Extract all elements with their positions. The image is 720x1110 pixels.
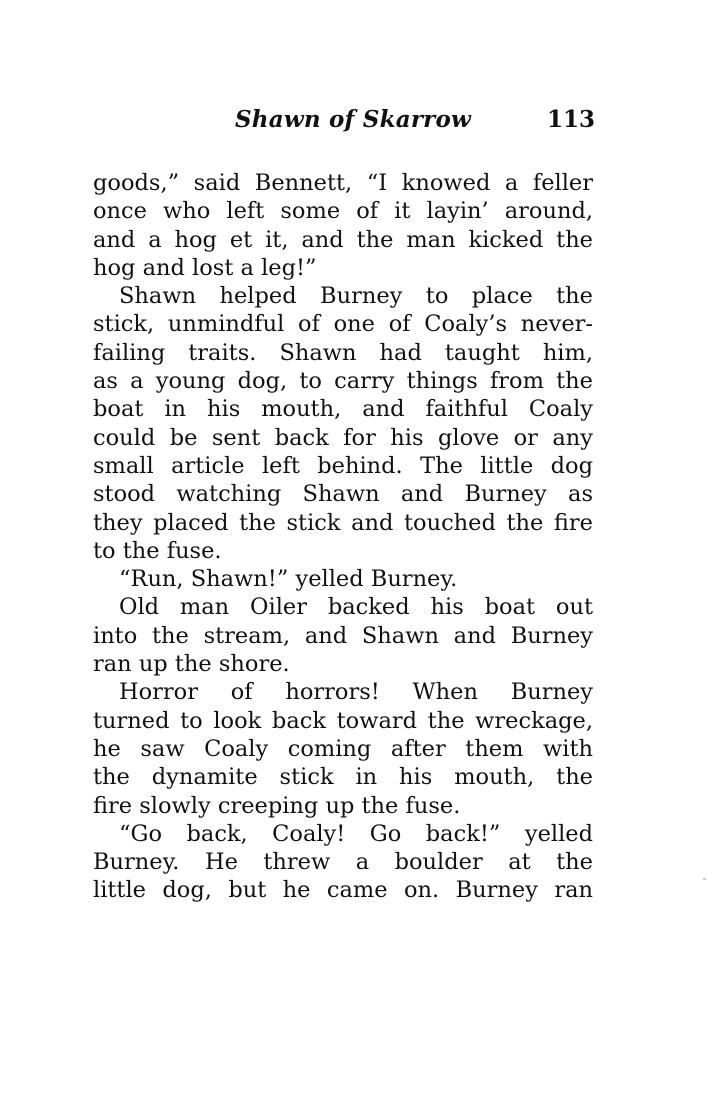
text-line: Horror of horrors! When Burney [119, 679, 593, 706]
text-line: Burney. He threw a boulder at the [93, 849, 593, 876]
text-line: as a young dog, to carry things from the [93, 368, 593, 395]
text-line: he saw Coaly coming after them with [93, 735, 593, 762]
text-line: small article left behind. The little dog [93, 452, 593, 479]
text-line: to the fuse. [93, 537, 222, 564]
text-line: Shawn helped Burney to place the [119, 283, 593, 310]
text-line: “Run, Shawn!” yelled Burney. [119, 566, 458, 593]
text-line: stood watching Shawn and Burney as [93, 481, 593, 508]
text-line: “Go back, Coaly! Go back!” yelled [119, 820, 593, 847]
text-line: hog and lost a leg!” [93, 254, 317, 281]
text-line: once who left some of it layin’ around, [93, 198, 593, 225]
body-text [93, 169, 593, 905]
text-line: Old man Oiler backed his boat out [119, 594, 593, 621]
text-line: and a hog et it, and the man kicked the [93, 226, 593, 253]
running-head [92, 106, 597, 142]
text-line: turned to look back toward the wreckage, [93, 707, 593, 734]
text-line: stick, unmindful of one of Coaly’s never- [93, 311, 593, 338]
text-line: the dynamite stick in his mouth, the [93, 764, 593, 791]
paper-speck [703, 878, 706, 880]
running-title: Shawn of Skarrow [235, 106, 472, 133]
text-line: little dog, but he came on. Burney ran [93, 877, 593, 904]
text-line: ran up the shore. [93, 651, 290, 678]
page-number: 113 [546, 106, 595, 133]
text-line: into the stream, and Shawn and Burney [93, 622, 593, 649]
text-line: they placed the stick and touched the fire [93, 509, 593, 536]
text-line: could be sent back for his glove or any [93, 424, 593, 451]
text-line: goods,” said Bennett, “I knowed a feller [93, 170, 593, 196]
text-line: fire slowly creeping up the fuse. [93, 792, 461, 819]
text-line: boat in his mouth, and faithful Coaly [93, 396, 593, 423]
text-line: failing traits. Shawn had taught him, [93, 339, 593, 366]
